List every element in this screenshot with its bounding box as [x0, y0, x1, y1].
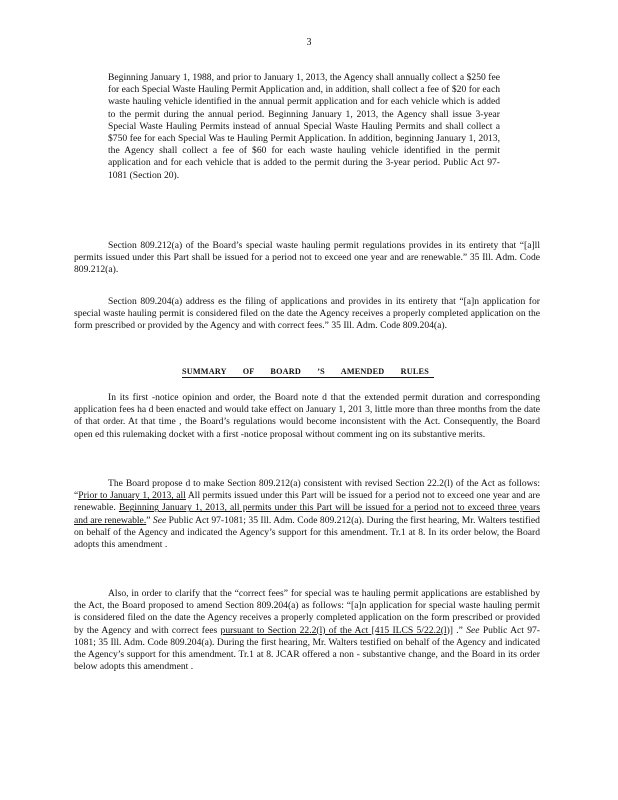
section-809-212-paragraph	[74, 240, 540, 277]
inserted-text: Prior to January 1, 2013, all	[78, 490, 186, 502]
amendment-text: Also, in order to clarify that the “correct fees” for special was te hauling permit applications are established by the Act, the Board proposed to amend Section 809.204(a) as follows: “[a]n application for special waste hauling permit is considered filed on the date the Agency receives a properly completed application on the form prescribed or provided by the Agency and with correct fees	[74, 588, 540, 636]
amendment-text: The Board propose d to make Section 809.212(a) consistent with revised Section 22.2(l) of the Act as follows: “	[74, 478, 540, 502]
page-number: 3	[306, 37, 312, 48]
first-notice-paragraph	[74, 392, 540, 441]
section-809-204-text: Section 809.204(a) address es the filing of applications and provides in its entirety that “[a]n application for special waste hauling permit is considered filed on the date the Agency receives a properly completed application on the form prescribed or provided by the Agency and with correct fees.” 35 Ill. Adm. Code 809.204(a).	[74, 296, 540, 332]
citation-signal: See	[152, 514, 167, 526]
first-notice-text: In its first -notice opinion and order, the Board note d that the extended permit duration and corresponding application fees ha d been enacted and would take effect on January 1, 201 3, little more than three months from the date of that order. At that time , the Board’s regulations would become inconsistent with the Act. Consequently, the Board open ed this rulemaking docket with a first -notice proposal without comment ing on its substantive merits.	[74, 392, 540, 440]
amendment-text: Public Act 97-1081; 35 Ill. Adm. Code 809.204(a). During the first hearing, Mr. Walters testified on behalf of the Agency and indicated the Agency’s support for this amendment. Tr.1 at 8. JCAR offered a non - substantive change, and the Board in its order below adopts this amendment .	[74, 624, 540, 673]
amendment-text: Public Act 97-1081; 35 Ill. Adm. Code 809.212(a). During the first hearing, Mr. Walters testified on behalf of the Agency and indicated the Agency’s support for this amendment. Tr.1 at 8. In its order below, the Board adopts this amendment .	[74, 514, 540, 551]
section-809-212-text: Section 809.212(a) of the Board’s special waste hauling permit regulations provides in its entirety that “[a]ll permits issued under this Part shall be issued for a period not to exceed one year and are renewable.” 35 Ill. Adm. Code 809.212(a).	[74, 240, 540, 276]
section-809-204-paragraph	[74, 296, 540, 333]
section-heading: SUMMARY OF BOARD ’S AMENDED RULES	[182, 366, 434, 378]
inserted-text: pursuant to Section 22.2(l) of the Act [415 ILCS 5/22.2(l)]	[220, 624, 454, 636]
citation-signal: See	[466, 624, 480, 636]
amendment-text: ”	[146, 514, 153, 526]
amendment-809-212-paragraph	[74, 478, 540, 551]
statute-quote-paragraph	[108, 72, 500, 182]
amendment-809-204-paragraph	[74, 588, 540, 673]
amendment-text: .”	[453, 624, 467, 636]
statute-quote-text: Beginning January 1, 1988, and prior to January 1, 2013, the Agency shall annually collect a $250 fee for each Special Waste Hauling Permit Application and, in addition, shall collect a fee of $20 for each waste hauling vehicle identified in the annual permit application and for each vehicle which is added to the permit during the annual period. Beginning January 1, 2013, the Agency shall issue 3-year Special Waste Hauling Permits instead of annual Special Waste Hauling Permits and shall collect a $750 fee for each Special Was te Hauling Permit Application. In addition, beginning January 1, 2013, the Agency shall collect a fee of $60 for each waste hauling vehicle identified in the permit application and for each vehicle that is added to the permit during the 3-year period. Public Act 97-1081 (Section 20).	[108, 72, 500, 181]
inserted-text: Beginning January 1, 2013, all permits under this Part will be issued for a period not to exceed three years and are renewable.	[74, 502, 540, 526]
amendment-text: All permits issued under this Part will be issued for a period not to exceed one year and are renewable.	[74, 490, 540, 514]
